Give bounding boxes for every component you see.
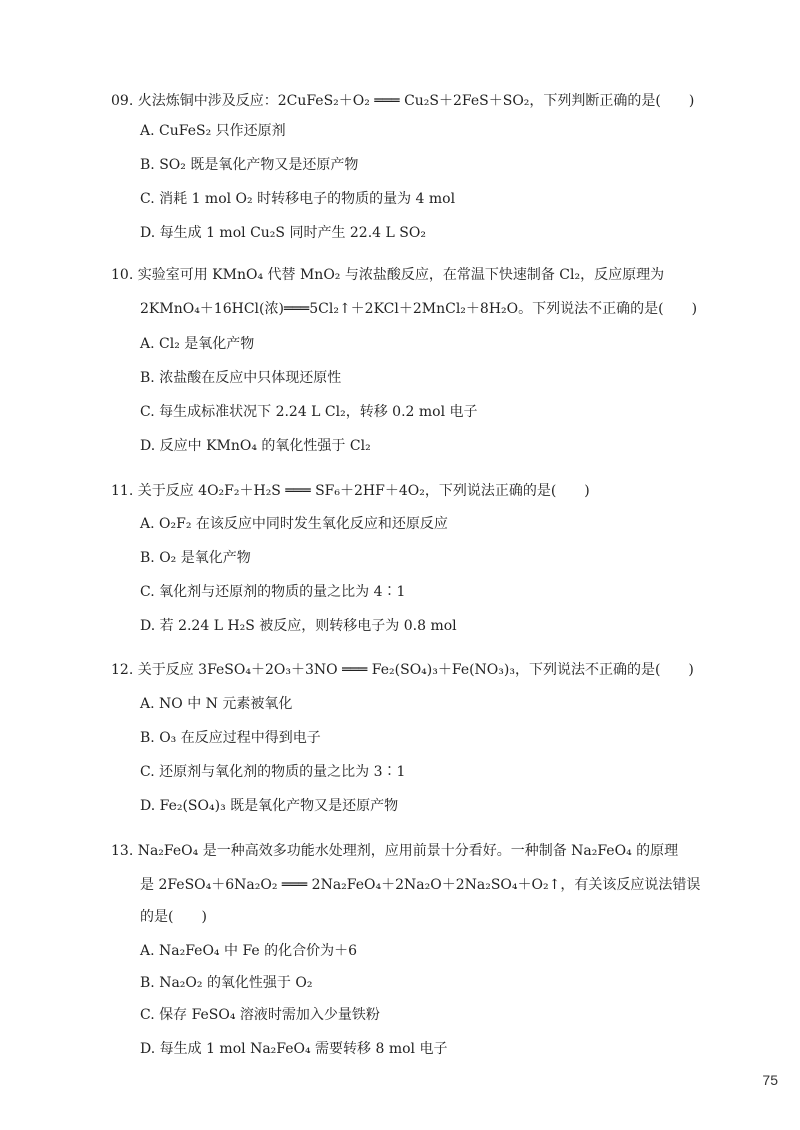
- option-c: C. 保存 FeSO₄ 溶液时需加入少量铁粉: [140, 1007, 380, 1023]
- page-number: 75: [762, 1072, 778, 1088]
- option-b: B. SO₂ 既是氧化产物又是还原产物: [140, 157, 359, 173]
- option-b: B. Na₂O₂ 的氧化性强于 O₂: [140, 975, 313, 991]
- question-stem: 12. 关于反应 3FeSO₄＋2O₃＋3NO ═══ Fe₂(SO₄)₃＋Fe(NO₃)₃，下列说法不正确的是( ): [111, 662, 694, 678]
- option-d: D. Fe₂(SO₄)₃ 既是氧化产物又是还原产物: [140, 798, 399, 814]
- option-a: A. NO 中 N 元素被氧化: [140, 696, 293, 712]
- option-a: A. O₂F₂ 在该反应中同时发生氧化反应和还原反应: [140, 516, 448, 532]
- option-a: A. Na₂FeO₄ 中 Fe 的化合价为＋6: [140, 943, 358, 959]
- option-d: D. 若 2.24 L H₂S 被反应，则转移电子为 0.8 mol: [140, 618, 457, 634]
- option-c: C. 还原剂与氧化剂的物质的量之比为 3∶1: [140, 764, 406, 780]
- option-c: C. 每生成标准状况下 2.24 L Cl₂，转移 0.2 mol 电子: [140, 404, 478, 420]
- option-c: C. 氧化剂与还原剂的物质的量之比为 4∶1: [140, 584, 406, 600]
- option-b: B. O₃ 在反应过程中得到电子: [140, 730, 321, 746]
- option-c: C. 消耗 1 mol O₂ 时转移电子的物质的量为 4 mol: [140, 191, 456, 207]
- option-a: A. Cl₂ 是氧化产物: [140, 336, 255, 352]
- question-stem: 13. Na₂FeO₄ 是一种高效多功能水处理剂，应用前景十分看好。一种制备 Na₂FeO₄ 的原理: [111, 843, 679, 859]
- question-stem: 11. 关于反应 4O₂F₂＋H₂S ═══ SF₆＋2HF＋4O₂，下列说法正确的是( ): [111, 483, 590, 499]
- option-b: B. 浓盐酸在反应中只体现还原性: [140, 370, 342, 386]
- option-b: B. O₂ 是氧化产物: [140, 550, 251, 566]
- question-stem: 09. 火法炼铜中涉及反应：2CuFeS₂＋O₂ ═══ Cu₂S＋2FeS＋SO₂，下列判断正确的是( ): [111, 93, 695, 109]
- question-stem-cont: 2KMnO₄＋16HCl(浓)═══5Cl₂↑＋2KCl＋2MnCl₂＋8H₂O。下列说法不正确的是( ): [140, 301, 698, 317]
- option-a: A. CuFeS₂ 只作还原剂: [140, 123, 286, 139]
- option-d: D. 每生成 1 mol Na₂FeO₄ 需要转移 8 mol 电子: [140, 1041, 448, 1057]
- question-stem-cont: 是 2FeSO₄＋6Na₂O₂ ═══ 2Na₂FeO₄＋2Na₂O＋2Na₂SO₄＋O₂↑，有关该反应说法错误: [140, 877, 701, 893]
- option-d: D. 每生成 1 mol Cu₂S 同时产生 22.4 L SO₂: [140, 225, 426, 241]
- question-stem: 10. 实验室可用 KMnO₄ 代替 MnO₂ 与浓盐酸反应，在常温下快速制备 Cl₂，反应原理为: [111, 267, 665, 283]
- question-stem-cont: 的是( ): [140, 909, 207, 925]
- option-d: D. 反应中 KMnO₄ 的氧化性强于 Cl₂: [140, 438, 371, 454]
